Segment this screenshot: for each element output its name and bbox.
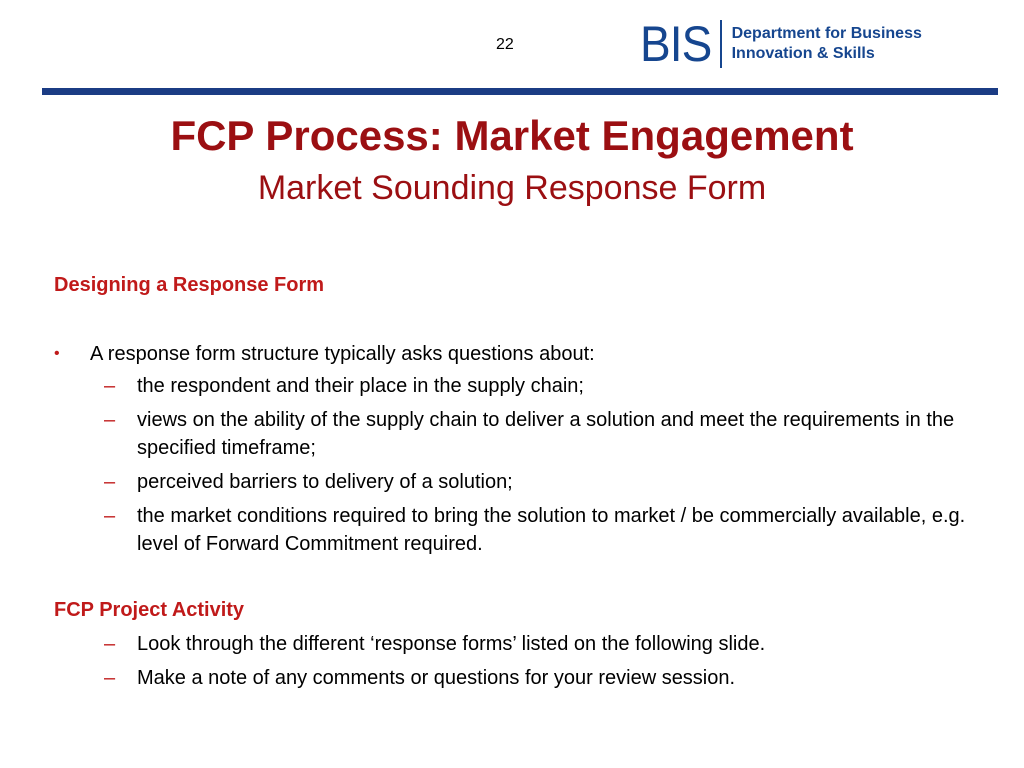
section-heading-project-activity: FCP Project Activity [54,599,245,621]
bis-logo [640,18,922,70]
logo-text [732,24,922,64]
list-item [104,502,984,558]
header-divider [42,88,998,95]
logo-divider [720,20,722,68]
slide-title: FCP Process: Market Engagement [170,112,854,159]
list-item [104,372,984,400]
section-heading-response-form: Designing a Response Form [54,274,325,296]
list-item [104,406,984,462]
list-item [104,664,984,692]
project-activity-list [104,630,984,698]
list-item [104,630,984,658]
logo-line-2: Innovation & Skills [731,45,875,62]
logo-line-1: Department for Business [731,25,922,42]
slide-subtitle: Market Sounding Response Form [257,169,767,207]
bullet-text: A response form structure typically asks questions about: [90,343,595,365]
list-item-text: Look through the different ‘response forms’ listed on the following slide. [137,633,766,655]
list-item-text: Make a note of any comments or questions for your review session. [137,667,736,689]
dash-icon: – [104,633,116,655]
list-item [104,468,984,496]
list-item-text: perceived barriers to delivery of a solution; [137,471,513,493]
dash-icon: – [104,471,116,493]
bullet-icon: • [54,345,60,362]
bullet-item [54,340,595,368]
dash-icon: – [104,667,116,689]
slide-number: 22 [496,36,514,53]
list-item-text: the market conditions required to bring the solution to market / be commercially available, e.g. level of Forward Commitment required. [137,505,966,555]
list-item-text: the respondent and their place in the supply chain; [137,375,584,397]
response-form-topics-list [104,372,984,564]
dash-icon: – [104,409,116,431]
dash-icon: – [104,375,116,397]
list-item-text: views on the ability of the supply chain to deliver a solution and meet the requirements in the specified timeframe; [137,409,955,459]
logo-mark: BIS [640,16,712,72]
dash-icon: – [104,505,116,527]
